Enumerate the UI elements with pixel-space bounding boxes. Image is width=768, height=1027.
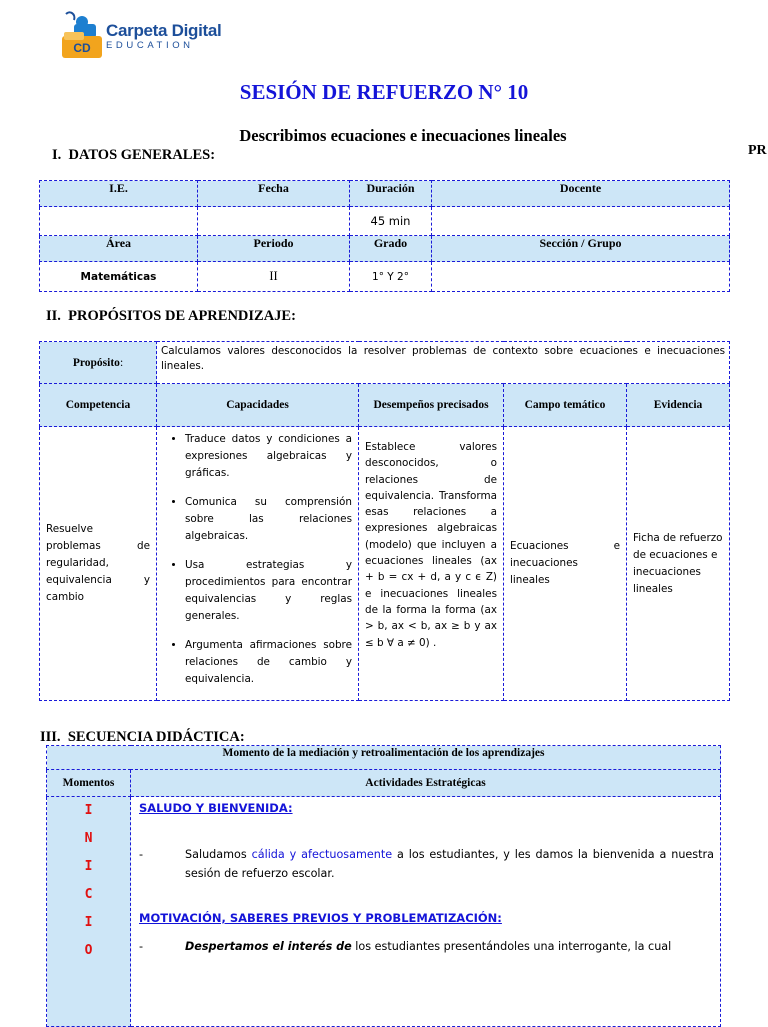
motivacion-rest: los estudiantes presentándoles una interrogante, la cual [351, 940, 672, 953]
evidencia-text: Ficha de refuerzo de ecuaciones e inecuaciones lineales [627, 427, 730, 701]
capacidad-item: • Argumenta afirmaciones sobre relaciones de cambio y equivalencia. [185, 637, 352, 688]
section-2-title: PROPÓSITOS DE APRENDIZAJE: [68, 308, 296, 324]
header-competencia: Competencia [40, 384, 157, 427]
logo-icon [60, 8, 108, 60]
campo-text: Ecuaciones e inecuaciones lineales [504, 427, 627, 701]
logo-subtitle: EDUCATION [106, 40, 194, 51]
motivacion-paragraph: - Despertamos el interés de los estudiantes presentándoles una interrogante, la cual [139, 940, 672, 953]
secuencia-header: Momento de la mediación y retroalimentación de los aprendizajes [47, 746, 721, 770]
inicio-letter: C [84, 887, 93, 902]
header-campo: Campo temático [504, 384, 627, 427]
logo-title: Carpeta Digital [106, 21, 222, 40]
header-capacidades: Capacidades [157, 384, 359, 427]
actividades-cell [131, 797, 721, 1027]
section-1-title: DATOS GENERALES: [68, 147, 216, 163]
section-2-heading [46, 308, 296, 325]
saludo-post: a los estudiantes, y les damos la bienvenida a nuestra sesión de refuerzo escolar. [185, 848, 714, 880]
inicio-letter: I [84, 803, 93, 818]
datos-header-docente: Docente [432, 181, 730, 207]
datos-docente-value [432, 207, 730, 236]
header-desempenos: Desempeños precisados [359, 384, 504, 427]
datos-table [39, 180, 730, 292]
datos-periodo-value: II [198, 262, 350, 292]
datos-header-periodo: Periodo [198, 236, 350, 262]
inicio-letter: O [84, 943, 93, 958]
header-evidencia: Evidencia [627, 384, 730, 427]
secuencia-table [46, 745, 721, 1027]
svg-text:CD: CD [73, 41, 91, 55]
inicio-letter: I [84, 859, 93, 874]
datos-grado-value: 1° Y 2° [350, 262, 432, 292]
page-title: SESIÓN DE REFUERZO N° 10 [239, 80, 529, 104]
inicio-cell [47, 797, 131, 1027]
proposito-label: Propósito [72, 356, 120, 369]
datos-area-value: Matemáticas [40, 262, 198, 292]
datos-header-fecha: Fecha [198, 181, 350, 207]
section-3-title: SECUENCIA DIDÁCTICA: [67, 729, 245, 745]
section-1-number: I. [52, 147, 62, 163]
proposito-text: Calculamos valores desconocidos la resolver problemas de contexto sobre ecuaciones e inecuaciones lineales. [157, 342, 730, 384]
logo [60, 8, 230, 60]
datos-header-duracion: Duración [350, 181, 432, 207]
saludo-pre: Saludamos [185, 848, 252, 861]
capacidades-cell [157, 427, 359, 701]
saludo-title: SALUDO Y BIENVENIDA: [139, 801, 293, 815]
datos-ie-value [40, 207, 198, 236]
capacidad-item: • Traduce datos y condiciones a expresiones algebraicas y gráficas. [185, 431, 352, 482]
competencia-text: Resuelve problemas de regularidad, equivalencia y cambio [40, 427, 157, 701]
capacidad-item: • Comunica su comprensión sobre las relaciones algebraicas. [185, 494, 352, 545]
corner-text: PR [748, 143, 767, 158]
motivacion-title: MOTIVACIÓN, SABERES PREVIOS Y PROBLEMATIZACIÓN: [139, 911, 502, 925]
propositos-table [39, 341, 730, 701]
saludo-paragraph: - Saludamos cálida y afectuosamente a los estudiantes, y les damos la bienvenida a nuestra sesión de refuerzo escolar. [139, 848, 714, 880]
section-3-number: III. [40, 729, 61, 745]
page-subtitle: Describimos ecuaciones e inecuaciones lineales [239, 126, 567, 145]
inicio-letter: I [84, 915, 93, 930]
datos-seccion-value [432, 262, 730, 292]
proposito-colon: : [119, 356, 124, 369]
section-3-heading [40, 729, 245, 746]
datos-header-grado: Grado [350, 236, 432, 262]
datos-header-ie: I.E. [40, 181, 198, 207]
datos-duracion-value: 45 min [350, 207, 432, 236]
saludo-highlight: cálida y afectuosamente [251, 848, 393, 861]
datos-fecha-value [198, 207, 350, 236]
secuencia-col-actividades: Actividades Estratégicas [131, 770, 721, 797]
section-2-number: II. [46, 308, 61, 324]
datos-header-area: Área [40, 236, 198, 262]
motivacion-bold: Despertamos el interés de [185, 940, 352, 953]
proposito-label-cell [40, 342, 157, 384]
inicio-letter: N [84, 831, 93, 846]
section-1-heading [52, 147, 215, 164]
capacidades-list [163, 431, 352, 688]
capacidad-item: • Usa estrategias y procedimientos para encontrar equivalencias y reglas generales. [185, 557, 352, 625]
datos-header-seccion: Sección / Grupo [432, 236, 730, 262]
secuencia-col-momentos: Momentos [47, 770, 131, 797]
desempenos-text: Establece valores desconocidos, o relaciones de equivalencia. Transforma esas relaciones a expresiones algebraicas (modelo) que incluyen a ecuaciones lineales (ax + b = cx + d, a y c ϵ Z) e inecuaciones lineales de la forma la forma (ax > b, ax < b, ax ≥ b y ax ≤ b ∀ a ≠ 0) . [359, 427, 504, 701]
